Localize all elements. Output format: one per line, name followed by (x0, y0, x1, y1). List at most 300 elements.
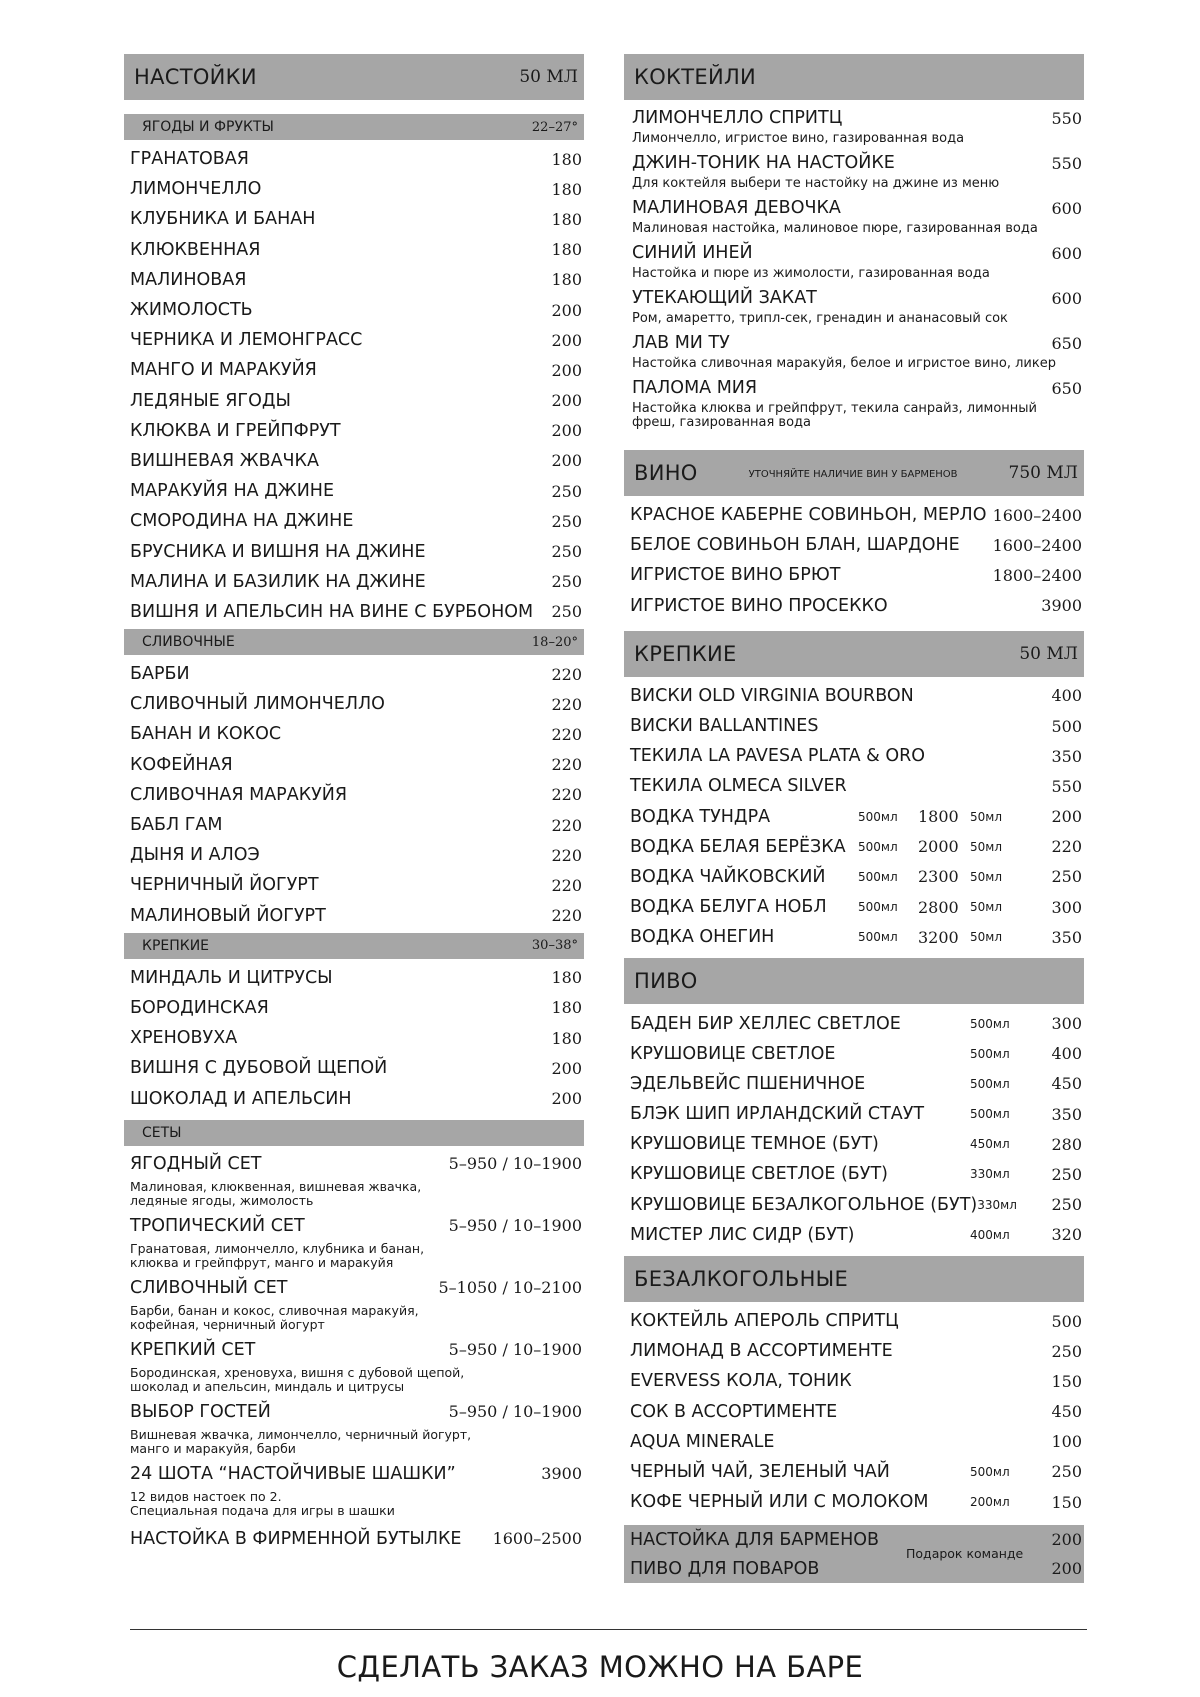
item-name: НАСТОЙКА ДЛЯ БАРМЕНОВ (630, 1529, 880, 1550)
item-name: ВОДКА БЕЛУГА НОБЛ (630, 897, 827, 918)
item-name: ЛИМОНАД В АССОРТИМЕНТЕ (630, 1341, 893, 1362)
item-price: 250 (551, 542, 582, 562)
item-price: 200 (551, 300, 582, 320)
menu-item (624, 500, 1084, 530)
cocktail-item (624, 106, 1084, 146)
section-header-wine (624, 450, 1084, 496)
item-name: МАЛИНОВАЯ (130, 269, 247, 290)
item-price: 5–950 / 10–1900 (448, 1215, 582, 1235)
menu-item (124, 235, 584, 265)
item-name: AQUA MINERALE (630, 1431, 775, 1452)
item-price: 400 (1051, 1044, 1082, 1064)
item-name: ТЕКИЛА LA PAVESA PLATA & ORO (630, 746, 926, 767)
item-name: УТЕКАЮЩИЙ ЗАКАТ (632, 288, 817, 308)
item-name: ЧЕРНИЧНЫЙ ЙОГУРТ (130, 875, 319, 896)
item-name: БАРБИ (130, 664, 190, 685)
vodka-item (624, 892, 1084, 922)
item-name: ТРОПИЧЕСКИЙ СЕТ (130, 1215, 305, 1236)
item-price: 180 (551, 149, 582, 169)
cocktail-item (624, 241, 1084, 281)
section-title: КОКТЕЙЛИ (634, 65, 757, 89)
item-price: 600 (1051, 288, 1082, 308)
item-price: 5–950 / 10–1900 (448, 1339, 582, 1359)
item-name: СЛИВОЧНЫЙ ЛИМОНЧЕЛЛО (130, 694, 385, 715)
item-name: КЛУБНИКА И БАНАН (130, 209, 316, 230)
item-name: КОФЕ ЧЕРНЫЙ ИЛИ С МОЛОКОМ (630, 1492, 929, 1513)
item-volume: 50мл (970, 809, 1002, 824)
menu-item-bottle (124, 1524, 584, 1554)
item-description: Вишневая жвачка, лимончелло, черничный йогурт, манго и маракуйя, барби (130, 1426, 472, 1456)
item-price: 200 (551, 451, 582, 471)
cocktail-item (624, 331, 1084, 371)
section-header-soft (624, 1256, 1084, 1302)
item-name: КОФЕЙНАЯ (130, 754, 233, 775)
item-price: 600 (1051, 198, 1082, 218)
menu-item (124, 870, 584, 900)
item-name: БАДЕН БИР ХЕЛЛЕС СВЕТЛОЕ (630, 1013, 901, 1034)
menu-item (624, 1099, 1084, 1129)
item-price: 200 (551, 360, 582, 380)
menu-item (624, 1487, 1084, 1517)
item-name: БОРОДИНСКАЯ (130, 997, 269, 1018)
item-price: 2800 (918, 897, 959, 917)
item-price: 550 (1051, 776, 1082, 796)
cocktails-list (624, 106, 1084, 430)
item-name: КРУШОВИЦЕ СВЕТЛОЕ (630, 1043, 836, 1064)
menu-item (124, 144, 584, 174)
menu-item (624, 1069, 1084, 1099)
item-name: МАНГО И МАРАКУЙЯ (130, 360, 317, 381)
section-volume: 750 МЛ (1008, 463, 1078, 483)
item-price: 220 (1051, 837, 1082, 857)
menu-item (124, 780, 584, 810)
item-name: СИНИЙ ИНЕЙ (632, 243, 753, 263)
set-item (124, 1216, 584, 1270)
item-name: КОКТЕЙЛЬ АПЕРОЛЬ СПРИТЦ (630, 1311, 899, 1332)
menu-item (124, 597, 584, 627)
menu-item (124, 174, 584, 204)
section-title: БЕЗАЛКОГОЛЬНЫЕ (634, 1266, 849, 1291)
set-item (124, 1154, 584, 1208)
menu-item (124, 355, 584, 385)
set-item (124, 1340, 584, 1394)
menu-item (124, 265, 584, 295)
item-name: БРУСНИКА И ВИШНЯ НА ДЖИНЕ (130, 541, 426, 562)
item-price: 2300 (918, 867, 959, 887)
item-name: КЛЮКВЕННАЯ (130, 239, 261, 260)
item-description: Малиновая, клюквенная, вишневая жвачка, ледяные ягоды, жимолость (130, 1178, 422, 1208)
item-name: МАЛИНОВАЯ ДЕВОЧКА (632, 198, 841, 218)
gift-note: Подарок команде (906, 1546, 1024, 1562)
item-name: КРУШОВИЦЕ ТЕМНОЕ (БУТ) (630, 1134, 879, 1155)
item-volume: 330мл (970, 1167, 1010, 1182)
item-price: 220 (551, 664, 582, 684)
item-price: 180 (551, 270, 582, 290)
item-name: ЯГОДНЫЙ СЕТ (130, 1153, 262, 1174)
item-name: ВИСКИ BALLANTINES (630, 716, 819, 737)
item-name: МАРАКУЙЯ НА ДЖИНЕ (130, 481, 335, 502)
item-name: ВИШНЯ С ДУБОВОЙ ЩЕПОЙ (130, 1058, 388, 1079)
item-price: 350 (1051, 927, 1082, 947)
item-price: 650 (1051, 378, 1082, 398)
footer-text: СДЕЛАТЬ ЗАКАЗ МОЖНО НА БАРЕ (336, 1650, 864, 1684)
item-volume: 500мл (970, 1076, 1010, 1091)
item-name: ПАЛОМА МИЯ (632, 378, 758, 398)
item-price: 250 (551, 511, 582, 531)
menu-item (124, 476, 584, 506)
item-name: ЛИМОНЧЕЛЛО (130, 179, 262, 200)
item-name: ВОДКА БЕЛАЯ БЕРЁЗКА (630, 836, 846, 857)
item-price: 250 (1051, 1164, 1082, 1184)
item-price: 350 (1051, 746, 1082, 766)
item-name: КРЕПКИЙ СЕТ (130, 1339, 256, 1360)
item-volume: 500мл (858, 809, 898, 824)
item-name: ВИШНЕВАЯ ЖВАЧКА (130, 450, 319, 471)
menu-item (124, 719, 584, 749)
item-price: 5–950 / 10–1900 (448, 1401, 582, 1421)
item-price: 200 (551, 421, 582, 441)
menu-item (624, 1397, 1084, 1427)
set-item (124, 1278, 584, 1332)
item-price: 180 (551, 998, 582, 1018)
section-title: ВИНО (634, 461, 698, 485)
item-volume: 400мл (970, 1227, 1010, 1242)
right-column (624, 54, 1084, 1583)
menu-item (124, 446, 584, 476)
item-price: 600 (1051, 243, 1082, 263)
menu-item (624, 1366, 1084, 1396)
item-price: 200 (1051, 1559, 1082, 1579)
menu-item (124, 840, 584, 870)
section-title: ПИВО (634, 969, 698, 994)
item-description: Малиновая настойка, малиновое пюре, газированная вода (632, 221, 1038, 236)
item-price: 220 (551, 785, 582, 805)
cocktail-item (624, 286, 1084, 326)
subsection-degree: 30–38° (531, 938, 578, 954)
item-description: Бородинская, хреновуха, вишня с дубовой щепой, шоколад и апельсин, миндаль и цитрусы (130, 1364, 465, 1394)
item-description: 12 видов настоек по 2. Специальная подача для игры в шашки (130, 1488, 395, 1518)
item-description: Барби, банан и кокос, сливочная маракуйя, кофейная, черничный йогурт (130, 1302, 419, 1332)
section-volume: 50 МЛ (1019, 643, 1078, 664)
item-name: СЛИВОЧНЫЙ СЕТ (130, 1277, 288, 1298)
item-name: ЛЕДЯНЫЕ ЯГОДЫ (130, 390, 291, 411)
item-price: 320 (1051, 1225, 1082, 1245)
item-name: ЧЕРНИКА И ЛЕМОНГРАСС (130, 330, 363, 351)
item-name: КРАСНОЕ КАБЕРНЕ СОВИНЬОН, МЕРЛО (630, 505, 987, 526)
footer-divider (130, 1629, 1087, 1630)
item-name: СЛИВОЧНАЯ МАРАКУЙЯ (130, 784, 348, 805)
item-price: 450 (1051, 1074, 1082, 1094)
item-price: 220 (551, 815, 582, 835)
item-price: 180 (551, 1028, 582, 1048)
item-name: МИСТЕР ЛИС СИДР (БУТ) (630, 1224, 855, 1245)
wine-list (624, 500, 1084, 621)
item-volume: 50мл (970, 930, 1002, 945)
menu-item (624, 1129, 1084, 1159)
item-price: 280 (1051, 1134, 1082, 1154)
item-name: НАСТОЙКА В ФИРМЕННОЙ БУТЫЛКЕ (130, 1528, 462, 1549)
item-price: 200 (1051, 807, 1082, 827)
item-price: 220 (551, 755, 582, 775)
item-description: Настойка сливочная маракуйя, белое и игристое вино, ликер (632, 356, 1056, 371)
item-price: 180 (551, 209, 582, 229)
item-price: 1600–2500 (492, 1529, 582, 1549)
menu-item (624, 771, 1084, 801)
item-name: ТЕКИЛА OLMECA SILVER (630, 776, 847, 797)
item-price: 1600–2400 (992, 535, 1082, 555)
item-price: 450 (1051, 1402, 1082, 1422)
menu-item (624, 530, 1084, 560)
item-price: 500 (1051, 1311, 1082, 1331)
subsection-header-strong (124, 933, 584, 959)
menu-item (124, 567, 584, 597)
item-name: ЧЕРНЫЙ ЧАЙ, ЗЕЛЕНЫЙ ЧАЙ (630, 1461, 890, 1482)
menu-item (624, 1336, 1084, 1366)
menu-item (124, 1053, 584, 1083)
item-volume: 500мл (858, 930, 898, 945)
item-price: 300 (1051, 897, 1082, 917)
item-price: 550 (1051, 153, 1082, 173)
item-price: 350 (1051, 1104, 1082, 1124)
section-header-strong (624, 631, 1084, 677)
item-description: Ром, амаретто, трипл-сек, гренадин и ананасовый сок (632, 311, 1008, 326)
item-name: ШОКОЛАД И АПЕЛЬСИН (130, 1088, 352, 1109)
menu-item (124, 750, 584, 780)
item-price: 250 (1051, 1195, 1082, 1215)
item-name: ГРАНАТОВАЯ (130, 149, 249, 170)
item-name: КРУШОВИЦЕ БЕЗАЛКОГОЛЬНОЕ (БУТ) (630, 1194, 978, 1215)
item-name: ЭДЕЛЬВЕЙС ПШЕНИЧНОЕ (630, 1073, 866, 1094)
menu-item (624, 560, 1084, 590)
item-name: ВИШНЯ И АПЕЛЬСИН НА ВИНЕ С БУРБОНОМ (130, 601, 534, 622)
item-name: ДЫНЯ И АЛОЭ (130, 845, 260, 866)
subsection-header-sets (124, 1120, 584, 1146)
subsection-title: ЯГОДЫ И ФРУКТЫ (142, 119, 274, 135)
item-price: 1800 (918, 807, 959, 827)
item-name: ВОДКА ОНЕГИН (630, 927, 775, 948)
item-name: ИГРИСТОЕ ВИНО ПРОСЕККО (630, 595, 888, 616)
item-price: 3200 (918, 927, 959, 947)
item-price: 250 (1051, 867, 1082, 887)
item-name: СМОРОДИНА НА ДЖИНЕ (130, 511, 354, 532)
item-name: БАБЛ ГАМ (130, 815, 223, 836)
set-item (124, 1464, 584, 1518)
item-name: ЛАВ МИ ТУ (632, 333, 730, 353)
menu-item (624, 1159, 1084, 1189)
soft-list (624, 1306, 1084, 1517)
menu-item (624, 1039, 1084, 1069)
menu-item (124, 963, 584, 993)
item-price: 150 (1051, 1492, 1082, 1512)
gift-block (624, 1525, 1084, 1583)
menu-item (124, 689, 584, 719)
item-price: 220 (551, 875, 582, 895)
subsection-title: КРЕПКИЕ (142, 937, 210, 954)
item-price: 300 (1051, 1014, 1082, 1034)
item-name: МАЛИНА И БАЗИЛИК НА ДЖИНЕ (130, 571, 426, 592)
section-note: УТОЧНЯЙТЕ НАЛИЧИЕ ВИН У БАРМЕНОВ (748, 468, 958, 480)
item-price: 200 (551, 330, 582, 350)
item-description: Настойка клюква и грейпфрут, текила санрайз, лимонный фреш, газированная вода (632, 401, 1038, 430)
item-price: 200 (551, 391, 582, 411)
subsection-title: СЕТЫ (142, 1124, 182, 1141)
menu-item (124, 1083, 584, 1113)
item-volume: 200мл (970, 1495, 1010, 1510)
item-name: КРУШОВИЦЕ СВЕТЛОЕ (БУТ) (630, 1164, 888, 1185)
item-price: 1800–2400 (992, 565, 1082, 585)
item-price: 650 (1051, 333, 1082, 353)
item-name: МИНДАЛЬ И ЦИТРУСЫ (130, 967, 333, 988)
menu-item (624, 1306, 1084, 1336)
menu-item (124, 295, 584, 325)
item-price: 220 (551, 845, 582, 865)
item-name: EVERVESS КОЛА, ТОНИК (630, 1371, 852, 1392)
section-header-cocktails (624, 54, 1084, 100)
subsection-degree: 22–27° (531, 119, 578, 135)
set-item (124, 1402, 584, 1456)
item-price: 250 (1051, 1341, 1082, 1361)
item-price: 550 (1051, 108, 1082, 128)
item-volume: 500мл (970, 1016, 1010, 1031)
cocktail-item (624, 376, 1084, 430)
menu-item (624, 711, 1084, 741)
menu-item (624, 1427, 1084, 1457)
item-price: 250 (551, 572, 582, 592)
menu-item (624, 1008, 1084, 1038)
item-price: 180 (551, 968, 582, 988)
item-name: БАНАН И КОКОС (130, 724, 282, 745)
item-price: 150 (1051, 1371, 1082, 1391)
item-name: ЛИМОНЧЕЛЛО СПРИТЦ (632, 108, 843, 128)
item-volume: 50мл (970, 900, 1002, 915)
item-price: 200 (551, 1089, 582, 1109)
item-description: Лимончелло, игристое вино, газированная вода (632, 131, 965, 146)
menu-item (624, 591, 1084, 621)
item-name: ПИВО ДЛЯ ПОВАРОВ (630, 1558, 820, 1579)
section-title: КРЕПКИЕ (634, 641, 737, 666)
menu-item (124, 536, 584, 566)
item-name: БЛЭК ШИП ИРЛАНДСКИЙ СТАУТ (630, 1104, 925, 1125)
item-price: 250 (551, 602, 582, 622)
menu-item (124, 506, 584, 536)
item-price: 250 (1051, 1462, 1082, 1482)
item-name: МАЛИНОВЫЙ ЙОГУРТ (130, 905, 326, 926)
section-title: НАСТОЙКИ (134, 65, 257, 89)
subsection-degree: 18–20° (531, 634, 578, 650)
item-volume: 500мл (970, 1464, 1010, 1479)
menu-item (124, 659, 584, 689)
menu-item (624, 681, 1084, 711)
section-volume: 50 МЛ (519, 67, 578, 87)
item-volume: 50мл (970, 869, 1002, 884)
menu-item (124, 325, 584, 355)
cocktail-item (624, 196, 1084, 236)
vodka-item (624, 862, 1084, 892)
item-description: Настойка и пюре из жимолости, газированная вода (632, 266, 990, 281)
subsection-title: СЛИВОЧНЫЕ (142, 634, 235, 650)
vodka-item (624, 802, 1084, 832)
item-price: 2000 (918, 837, 959, 857)
menu-item (124, 901, 584, 931)
item-volume: 500мл (858, 900, 898, 915)
item-price: 180 (551, 179, 582, 199)
item-price: 200 (1051, 1530, 1082, 1550)
item-volume: 50мл (970, 839, 1002, 854)
item-name: ВИСКИ OLD VIRGINIA BOURBON (630, 685, 914, 706)
item-price: 3900 (1041, 596, 1082, 616)
menu-item (124, 1023, 584, 1053)
menu-item (124, 810, 584, 840)
section-header-nastoyki (124, 54, 584, 100)
item-price: 200 (551, 1058, 582, 1078)
item-price: 1600–2400 (992, 505, 1082, 525)
item-volume: 500мл (858, 839, 898, 854)
left-column (124, 54, 584, 1554)
menu-item (124, 386, 584, 416)
menu-item (624, 1457, 1084, 1487)
subsection-header-berries (124, 114, 584, 140)
item-price: 100 (1051, 1432, 1082, 1452)
item-name: ВЫБОР ГОСТЕЙ (130, 1401, 271, 1422)
item-price: 3900 (541, 1463, 582, 1483)
subsection-header-creamy (124, 629, 584, 655)
menu-item (124, 993, 584, 1023)
item-volume: 500мл (970, 1107, 1010, 1122)
strong-nastoyki-list (124, 963, 584, 1114)
item-price: 400 (1051, 686, 1082, 706)
item-volume: 450мл (970, 1137, 1010, 1152)
item-name: ВОДКА ЧАЙКОВСКИЙ (630, 866, 826, 887)
cocktail-item (624, 151, 1084, 191)
item-description: Гранатовая, лимончелло, клубника и банан, клюква и грейпфрут, манго и маракуйя (130, 1240, 425, 1270)
menu-item (624, 741, 1084, 771)
item-volume: 500мл (858, 869, 898, 884)
item-name: ИГРИСТОЕ ВИНО БРЮТ (630, 565, 841, 586)
menu-item (624, 1190, 1084, 1220)
item-price: 220 (551, 694, 582, 714)
item-name: ВОДКА ТУНДРА (630, 806, 771, 827)
item-price: 180 (551, 240, 582, 260)
item-description: Для коктейля выбери те настойку на джине из меню (632, 176, 1000, 191)
item-volume: 500мл (970, 1046, 1010, 1061)
item-name: 24 ШОТА “НАСТОЙЧИВЫЕ ШАШКИ” (130, 1463, 456, 1484)
sets-list (124, 1154, 584, 1554)
item-name: ХРЕНОВУХА (130, 1028, 238, 1049)
item-price: 5–950 / 10–1900 (448, 1153, 582, 1173)
item-price: 220 (551, 724, 582, 744)
item-price: 220 (551, 906, 582, 926)
menu-item (124, 416, 584, 446)
item-name: КЛЮКВА И ГРЕЙПФРУТ (130, 420, 341, 441)
item-price: 250 (551, 481, 582, 501)
vodka-item (624, 832, 1084, 862)
beer-list (624, 1008, 1084, 1250)
item-name: СОК В АССОРТИМЕНТЕ (630, 1401, 838, 1422)
section-header-beer (624, 958, 1084, 1004)
berries-list (124, 144, 584, 627)
item-price: 500 (1051, 716, 1082, 736)
item-volume: 330мл (977, 1197, 1017, 1212)
item-name: ДЖИН-ТОНИК НА НАСТОЙКЕ (632, 153, 895, 173)
strong-list (624, 681, 1084, 953)
item-name: ЖИМОЛОСТЬ (130, 300, 253, 321)
vodka-item (624, 922, 1084, 952)
menu-item (624, 1220, 1084, 1250)
menu-item (124, 204, 584, 234)
creamy-list (124, 659, 584, 931)
item-name: БЕЛОЕ СОВИНЬОН БЛАН, ШАРДОНЕ (630, 535, 960, 556)
item-price: 5–1050 / 10–2100 (438, 1277, 582, 1297)
